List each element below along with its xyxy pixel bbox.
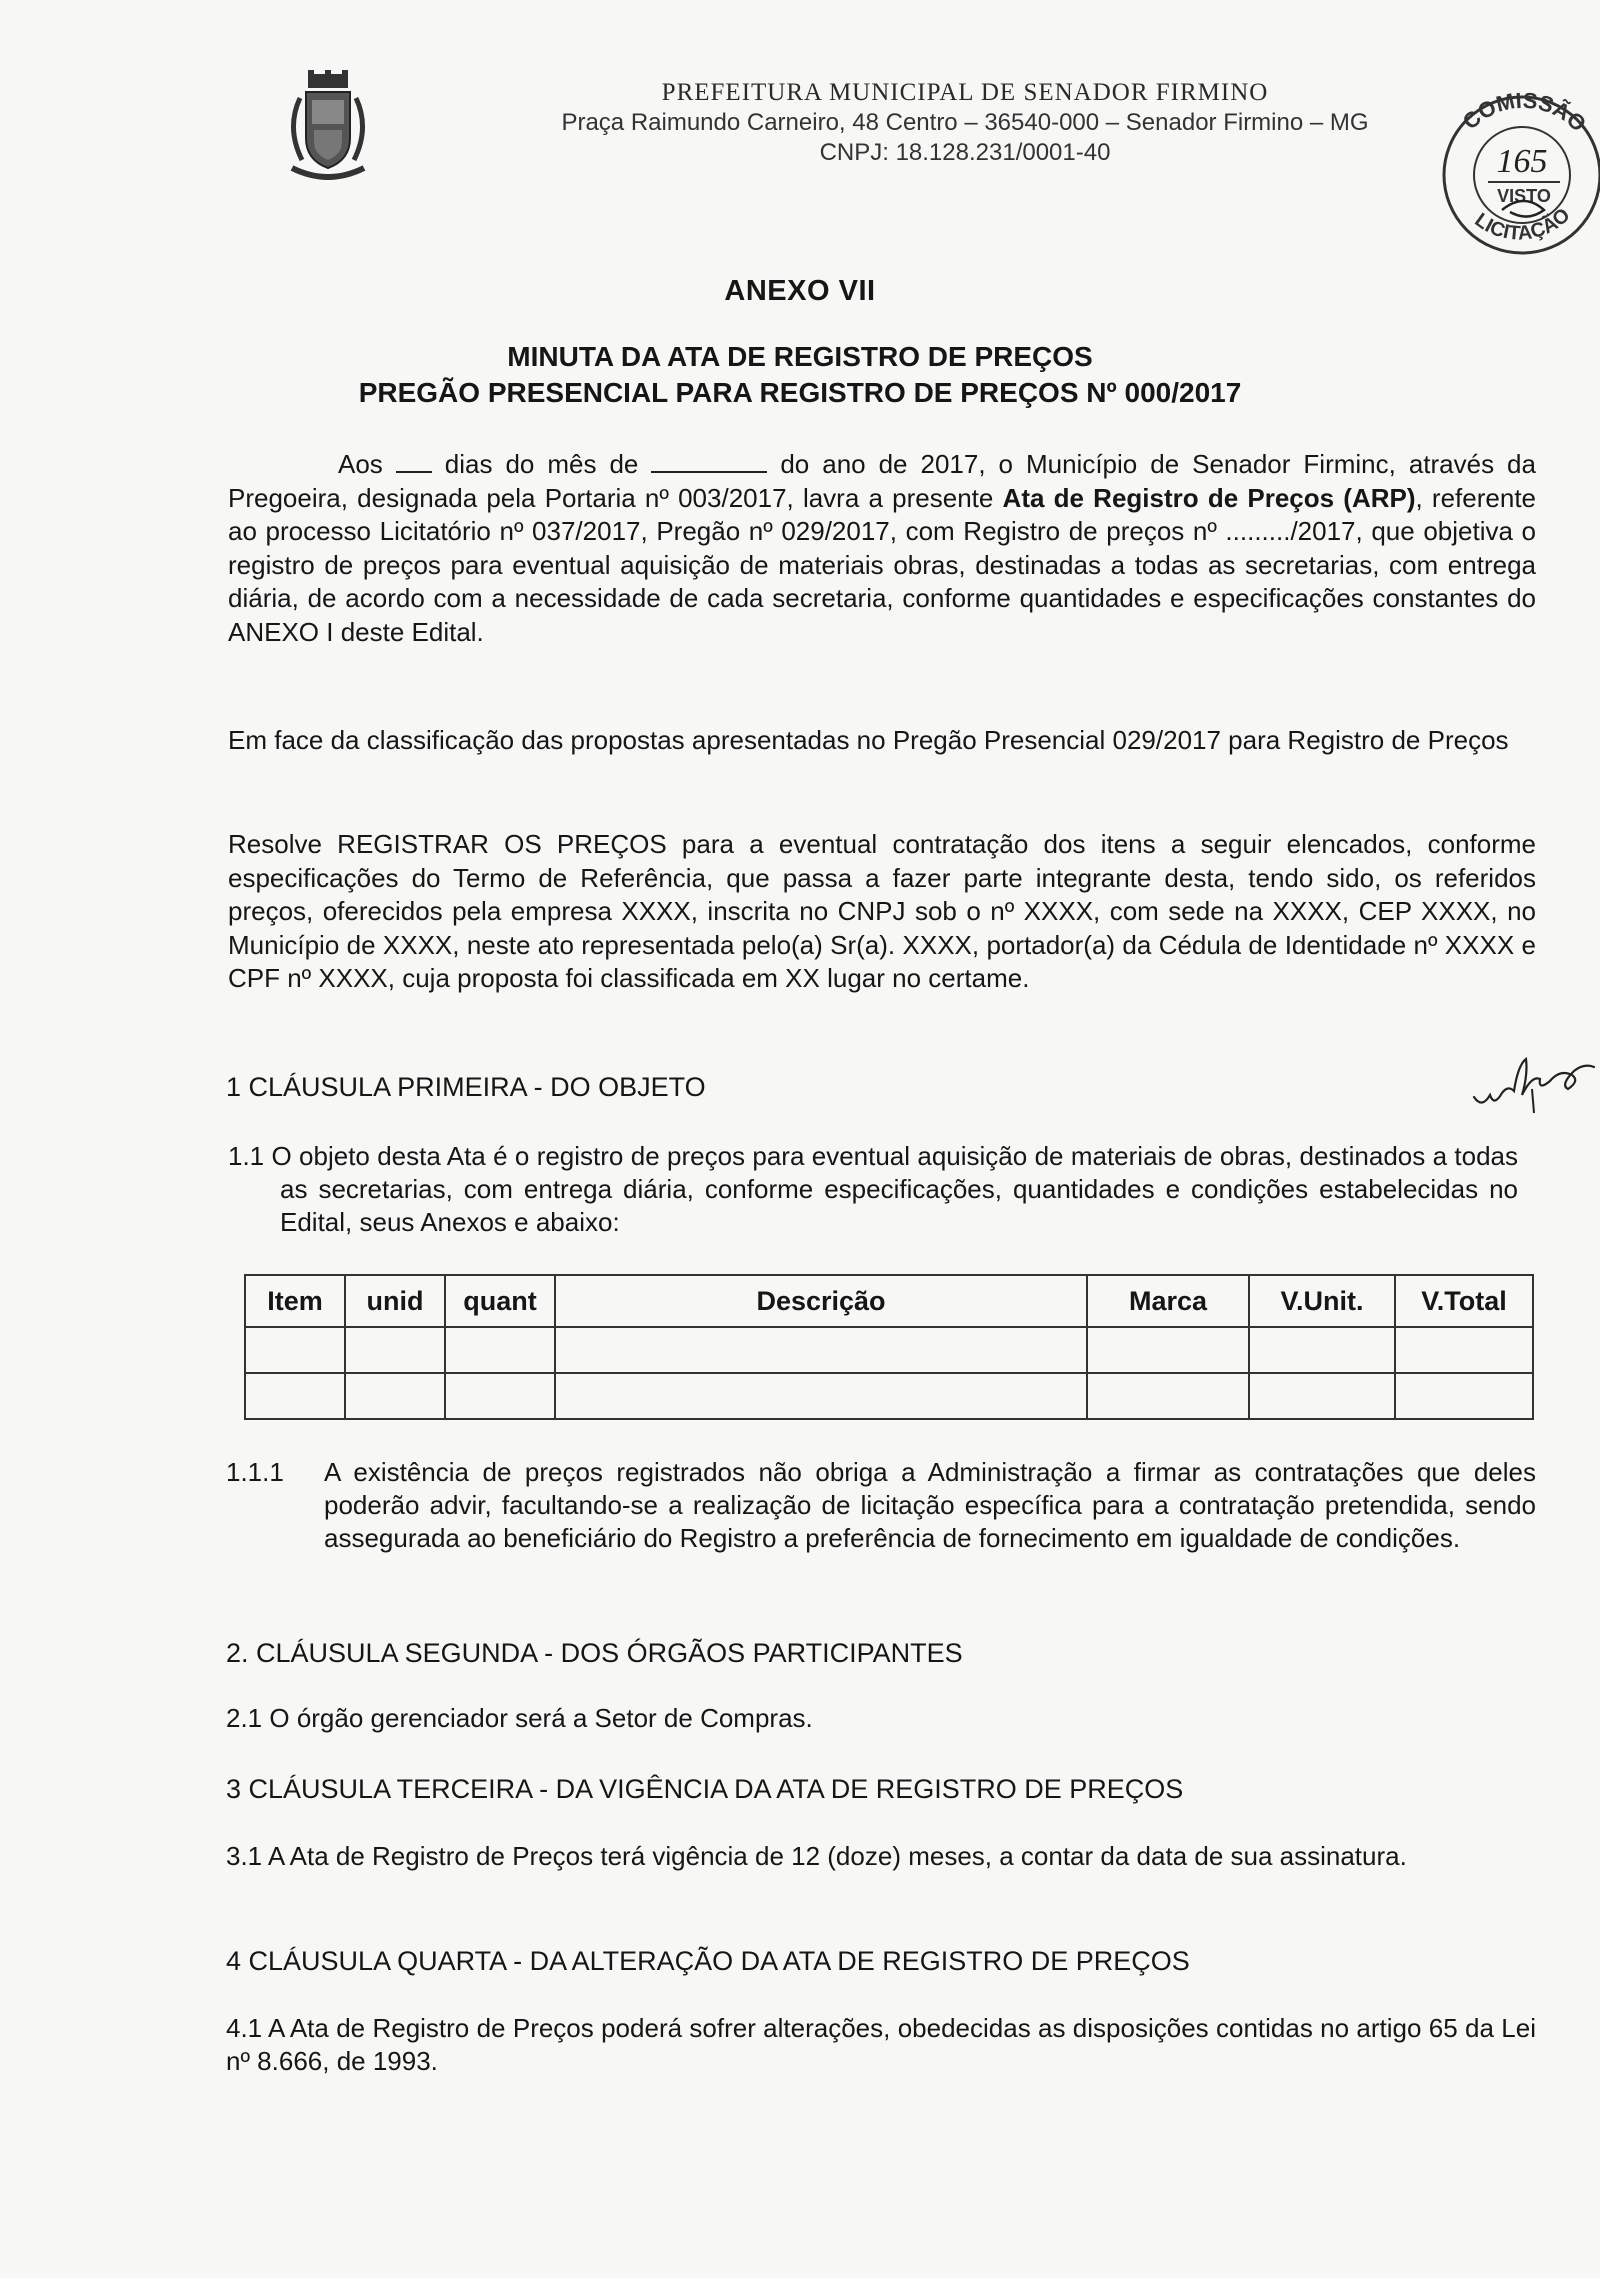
stamp-number: 165	[1496, 143, 1548, 180]
classification-paragraph: Em face da classificação das propostas apresentadas no Pregão Presencial 029/2017 para Registro de Preços	[228, 725, 1509, 755]
col-unid: unid	[345, 1275, 445, 1327]
clause-2-1: 2.1 O órgão gerenciador será a Setor de Compras.	[226, 1703, 813, 1733]
resolve-paragraph: Resolve REGISTRAR OS PREÇOS para a eventual contratação dos itens a seguir elencados, conforme especificações do Termo de Referência, que passa a fazer parte integrante desta, tendo sido, os referidos preços, oferecidos pela empresa XXXX, inscrita no CNPJ sob o nº XXXX, com sede na XXXX, CEP XXXX, no Município de XXXX, neste ato representada pelo(a) Sr(a). XXXX, portador(a) da Cédula de Identidade nº XXXX e CPF nº XXXX, cuja proposta foi classificada em XX lugar no certame.	[228, 829, 1536, 993]
stamp-visto-text: VISTO	[1497, 186, 1551, 206]
col-marca: Marca	[1087, 1275, 1249, 1327]
letterhead	[470, 78, 1460, 168]
intro-text-4: , referente ao processo Licitatório nº 037/2017, Pregão nº 029/2017, com Registro de preços nº ........./2017, que objetiva o registro de preços para eventual aquisição de materiais obras, destinadas a todas as secretarias, com entrega diária, de acordo com a necessidade de cada secretaria, conforme quantidades e especificações constantes do ANEXO I deste Edital.	[228, 482, 1536, 647]
intro-text-1: Aos	[338, 449, 383, 479]
clause-1-1-1-text: A existência de preços registrados não obriga a Administração a firmar as contratações que deles poderão advir, facultando-se a realização de licitação específica para a contratação pretendida, sendo assegurada ao beneficiário do Registro a preferência de fornecimento em igualdade de condições.	[324, 1457, 1536, 1553]
col-descricao: Descrição	[555, 1275, 1087, 1327]
handwritten-initials-icon	[1468, 1045, 1598, 1115]
intro-text-3: do ano de 2017, o Município de Senador Firminc, através da Pregoeira, designada pela Portaria nº 003/2017, lavra a presente	[228, 449, 1536, 513]
col-vunit: V.Unit.	[1249, 1275, 1395, 1327]
clause-3-heading: 3 CLÁUSULA TERCEIRA - DA VIGÊNCIA DA ATA DE REGISTRO DE PREÇOS	[226, 1774, 1184, 1804]
letterhead-cnpj: CNPJ: 18.128.231/0001-40	[819, 139, 1111, 166]
stamp-top-text: COMISSÃO	[1457, 87, 1592, 137]
clause-4-heading: 4 CLÁUSULA QUARTA - DA ALTERAÇÃO DA ATA DE REGISTRO DE PREÇOS	[226, 1946, 1190, 1976]
document-title: MINUTA DA ATA DE REGISTRO DE PREÇOS	[507, 341, 1093, 372]
clause-1-1-1-number: 1.1.1	[226, 1457, 284, 1487]
clause-1-1: 1.1 O objeto desta Ata é o registro de preços para eventual aquisição de materiais de obras, destinados a todas as secretarias, com entrega diária, conforme especificações, quantidades e condições estabelecidas no Edital, seus Anexos e abaixo:	[228, 1141, 1518, 1237]
intro-paragraph	[228, 448, 1536, 649]
letterhead-title: PREFEITURA MUNICIPAL DE SENADOR FIRMINO	[661, 79, 1269, 106]
intro-text-2: dias do mês de	[444, 449, 639, 479]
clause-1-heading: 1 CLÁUSULA PRIMEIRA - DO OBJETO	[226, 1072, 706, 1102]
clause-3-1: 3.1 A Ata de Registro de Preços terá vigência de 12 (doze) meses, a contar da data de sua assinatura.	[226, 1841, 1407, 1871]
svg-text:LICITAÇÃO	[1471, 204, 1575, 245]
month-blank	[651, 449, 767, 473]
intro-bold-arp: Ata de Registro de Preços (ARP)	[1002, 482, 1416, 513]
document-subtitle: PREGÃO PRESENCIAL PARA REGISTRO DE PREÇOS Nº 000/2017	[358, 377, 1242, 408]
col-quant: quant	[445, 1275, 555, 1327]
annex-title: ANEXO VII	[724, 275, 876, 307]
commission-stamp-icon	[1432, 60, 1600, 260]
table-row	[245, 1327, 1533, 1373]
col-vtotal: V.Total	[1395, 1275, 1533, 1327]
municipal-crest-icon	[278, 68, 378, 186]
clause-2-heading: 2. CLÁUSULA SEGUNDA - DOS ÓRGÃOS PARTICIPANTES	[226, 1638, 963, 1668]
clause-4-1: 4.1 A Ata de Registro de Preços poderá sofrer alterações, obedecidas as disposições contidas no artigo 65 da Lei nº 8.666, de 1993.	[226, 2013, 1536, 2076]
table-row	[245, 1373, 1533, 1419]
day-blank	[396, 449, 432, 473]
col-item: Item	[245, 1275, 345, 1327]
letterhead-address: Praça Raimundo Carneiro, 48 Centro – 36540-000 – Senador Firmino – MG	[561, 109, 1369, 136]
table-header-row	[245, 1275, 1533, 1327]
items-table	[244, 1274, 1534, 1420]
stamp-bottom-text: LICITAÇÃO	[1470, 204, 1575, 245]
